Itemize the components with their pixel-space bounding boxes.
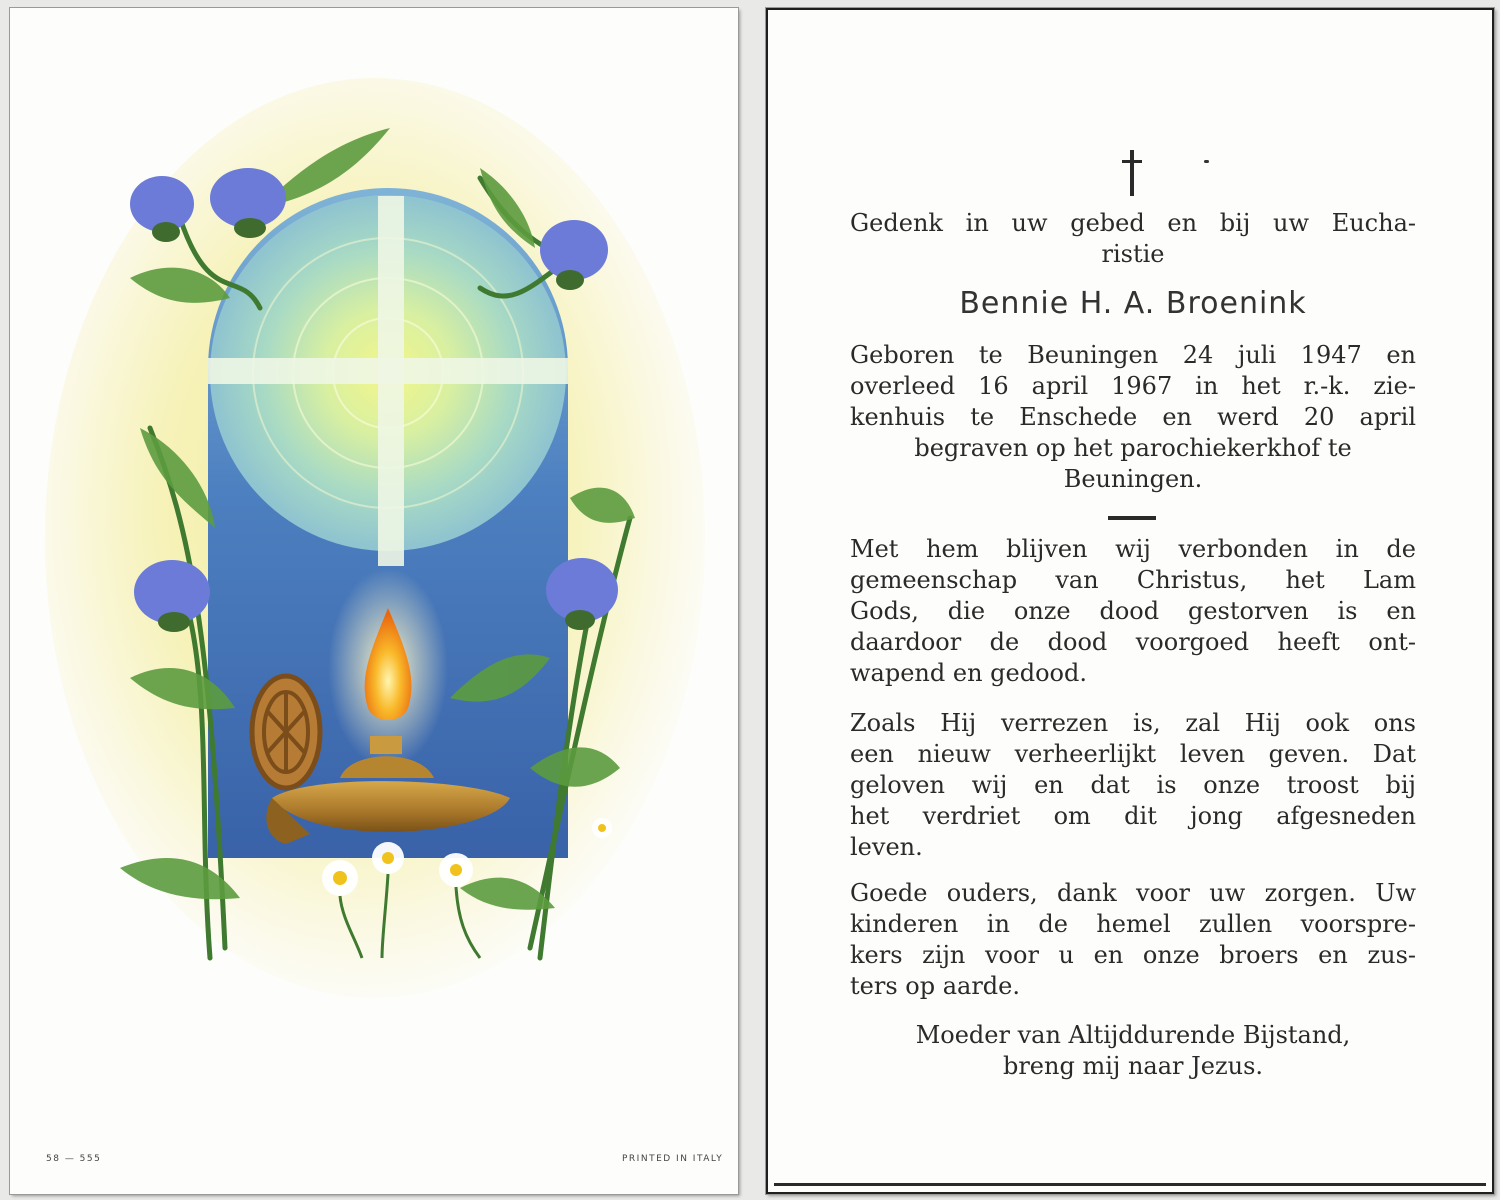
prayer-line: Moeder van Altijddurende Bijstand, — [915, 1021, 1351, 1049]
details-line: Beuningen. — [1063, 465, 1203, 493]
paragraph-line: kinderen in de hemel zullen voorspre- — [850, 910, 1416, 938]
printed-in-label: PRINTED IN ITALY — [622, 1154, 724, 1164]
details-line: begraven op het parochiekerkhof te — [914, 434, 1352, 462]
paragraph-line: het verdriet om dit jong afgesneden — [850, 802, 1416, 830]
paragraph-line: ters op aarde. — [850, 972, 1020, 1000]
deceased-name: Bennie H. A. Broenink — [959, 286, 1307, 321]
details-line: Geboren te Beuningen 24 juli 1947 en — [850, 341, 1416, 369]
remembrance-intro — [850, 208, 1416, 270]
paragraph-communion — [850, 534, 1416, 689]
paragraph-resurrection — [850, 708, 1416, 863]
paragraph-line: daardoor de dood voorgoed heeft ont- — [850, 628, 1416, 656]
paragraph-line: kers zijn voor u en onze broers en zus- — [850, 941, 1416, 969]
paragraph-line: leven. — [850, 833, 923, 861]
paragraph-parents — [850, 878, 1416, 1002]
details-line: kenhuis te Enschede en werd 20 april — [850, 403, 1416, 431]
front-card — [10, 8, 738, 1194]
ink-speck — [1204, 160, 1209, 163]
paragraph-line: Gods, die onze dood gestorven is en — [850, 597, 1416, 625]
paragraph-line: Met hem blijven wij verbonden in de — [850, 535, 1416, 563]
details-line: overleed 16 april 1967 in het r.-k. zie- — [850, 372, 1416, 400]
divider-rule — [1108, 516, 1156, 520]
paragraph-line: gemeenschap van Christus, het Lam — [850, 566, 1416, 594]
back-card — [766, 8, 1494, 1194]
intro-line: Gedenk in uw gebed en bij uw Eucha- — [850, 209, 1416, 237]
devotional-illustration — [10, 8, 738, 1108]
intro-line: ristie — [1101, 240, 1165, 268]
closing-prayer — [850, 1020, 1416, 1082]
paragraph-line: Zoals Hij verrezen is, zal Hij ook ons — [850, 709, 1416, 737]
life-details — [850, 340, 1416, 495]
paragraph-line: een nieuw verheerlijkt leven geven. Dat — [850, 740, 1416, 768]
paragraph-line: wapend en gedood. — [850, 659, 1087, 687]
prayer-line: breng mij naar Jezus. — [1002, 1052, 1264, 1080]
paragraph-line: geloven wij en dat is onze troost bij — [850, 771, 1416, 799]
latin-cross-icon — [1120, 150, 1144, 196]
print-code: 58 — 555 — [46, 1154, 102, 1164]
paragraph-line: Goede ouders, dank voor uw zorgen. Uw — [850, 879, 1416, 907]
